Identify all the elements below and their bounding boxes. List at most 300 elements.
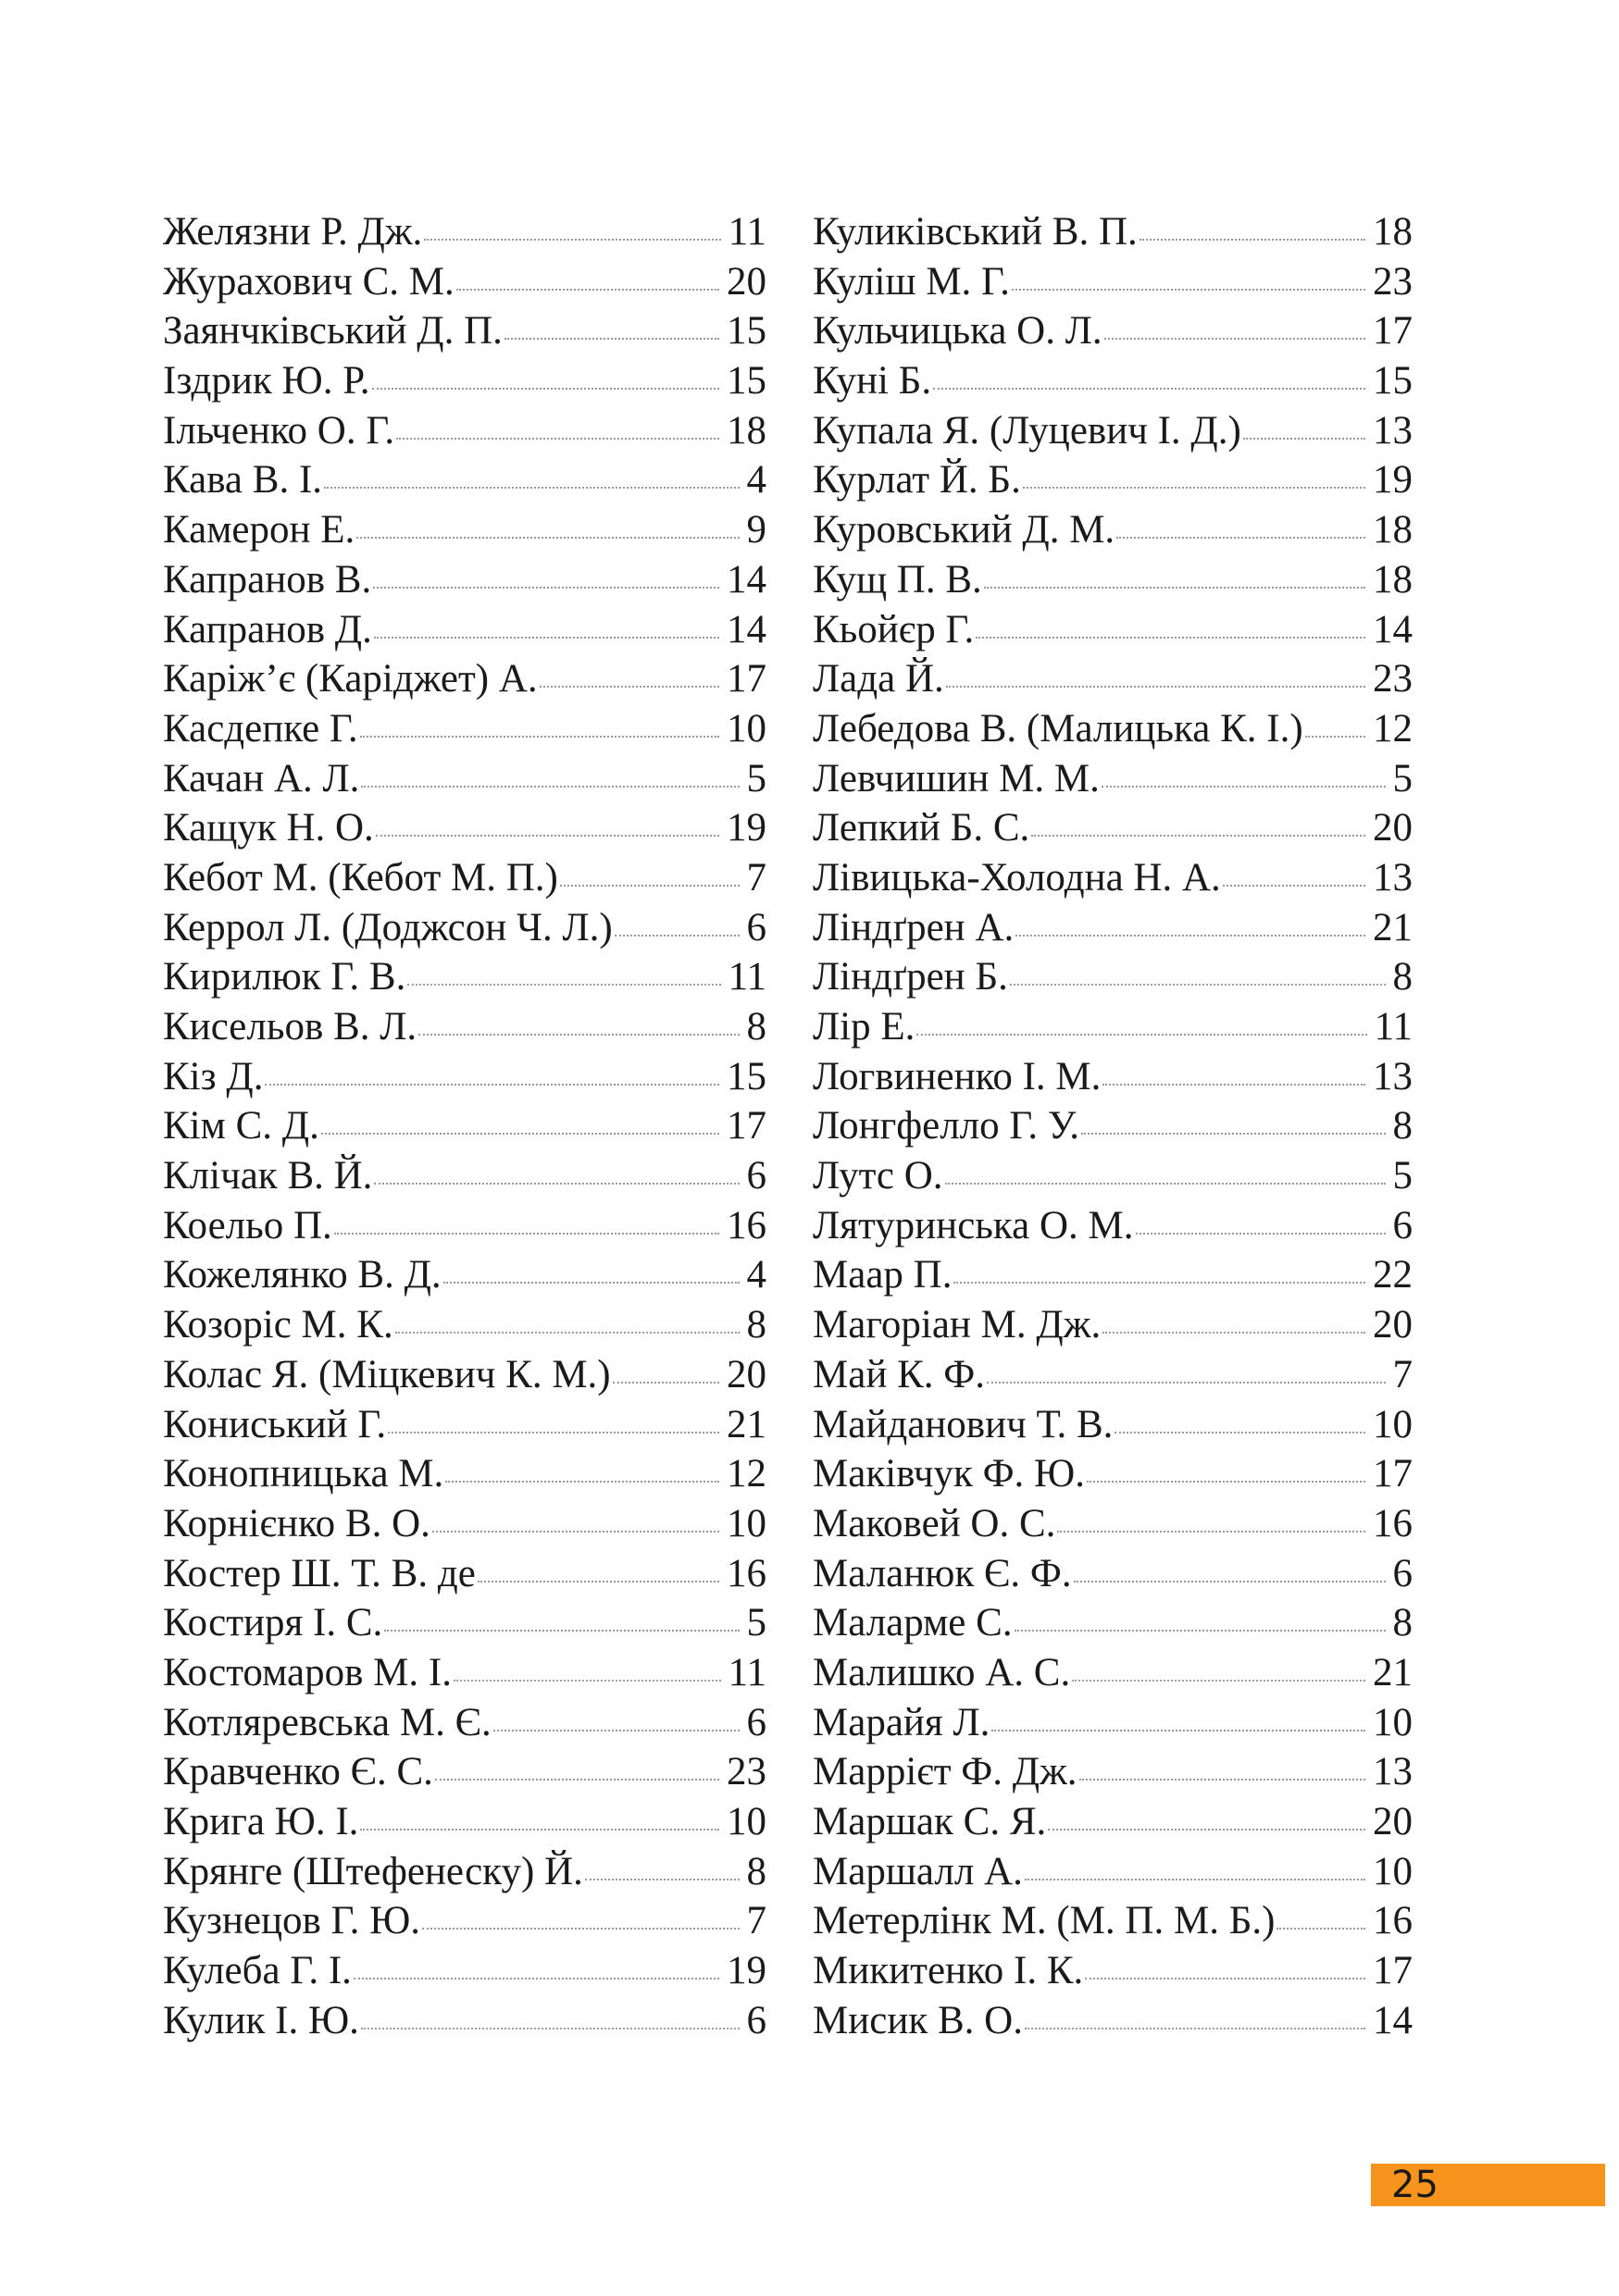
dot-leader [1085,1978,1365,1980]
entry-page-number: 6 [746,1154,766,1198]
entry-author-name: Кава В. І. [163,458,323,503]
entry-page-number: 10 [1373,1402,1413,1446]
entry-page-number: 16 [727,1551,766,1595]
entry-author-name: Каріж’є (Каріджет) А. [163,657,538,701]
entry-author-name: Марайя Л. [813,1700,990,1744]
index-entry [813,1847,1413,1897]
entry-author-name: Касдепке Г. [163,706,358,751]
entry-page-number: 5 [1392,1154,1413,1198]
entry-author-name: Кисельов В. Л. [163,1005,417,1049]
dot-leader [374,637,719,639]
entry-page-number: 14 [1373,1998,1413,2042]
entry-author-name: Конопницька М. [163,1452,444,1496]
entry-author-name: Ліндґрен Б. [813,955,1008,999]
entry-page-number: 14 [727,607,766,652]
entry-author-name: Керрол Л. (Доджсон Ч. Л.) [163,905,613,949]
entry-page-number: 14 [1373,607,1413,652]
entry-page-number: 8 [746,1303,766,1347]
entry-page-number: 19 [727,806,766,850]
index-entry [813,853,1413,903]
entry-author-name: Качан А. Л. [163,756,360,800]
entry-page-number: 8 [746,1849,766,1893]
index-entry [163,1250,766,1300]
entry-author-name: Маланюк Є. Ф. [813,1551,1072,1595]
dot-leader [418,1034,739,1036]
index-entry [163,207,766,257]
entry-author-name: Маррієт Ф. Дж. [813,1750,1077,1794]
entry-author-name: Желязни Р. Дж. [163,210,423,254]
dot-leader [1305,736,1365,738]
index-entry [163,1896,766,1946]
index-entry [163,1996,766,2046]
entry-page-number: 17 [1373,1949,1413,1993]
index-entry [163,1052,766,1102]
index-entry [163,306,766,356]
dot-leader [1074,1581,1386,1582]
dot-leader [324,487,739,489]
entry-author-name: Заянчківський Д. П. [163,309,503,354]
dot-leader [504,338,719,340]
entry-author-name: Капранов В. [163,557,372,602]
entry-page-number: 23 [1373,259,1413,304]
dot-leader [435,1779,719,1781]
entry-author-name: Лонгфелло Г. У. [813,1104,1080,1148]
index-entry [163,605,766,655]
dot-leader [443,1282,740,1284]
index-entry [163,1101,766,1151]
dot-leader [360,1829,719,1831]
entry-author-name: Лепкий Б. С. [813,806,1030,850]
dot-leader [422,1928,739,1930]
page-number-tab [1371,2164,1605,2206]
entry-author-name: Логвиненко І. М. [813,1054,1102,1098]
entry-page-number: 18 [727,408,766,453]
entry-author-name: Купала Я. (Луцевич І. Д.) [813,408,1241,453]
entry-page-number: 11 [728,210,766,254]
page-number: 25 [1391,2164,1438,2206]
entry-author-name: Лір Е. [813,1005,915,1049]
entry-author-name: Кирилюк Г. В. [163,955,406,999]
entry-page-number: 15 [1373,359,1413,403]
index-entry [813,1549,1413,1599]
entry-page-number: 14 [727,557,766,602]
index-entry [163,1549,766,1599]
entry-author-name: Маківчук Ф. Ю. [813,1452,1086,1496]
entry-page-number: 10 [1373,1700,1413,1744]
index-entry [163,1400,766,1450]
dot-leader [1115,1432,1365,1433]
dot-leader [478,1581,719,1582]
entry-page-number: 6 [746,1700,766,1744]
dot-leader [945,1183,1386,1185]
entry-page-number: 5 [746,756,766,800]
entry-author-name: Кожелянко В. Д. [163,1253,442,1297]
dot-leader [1087,1481,1365,1483]
entry-author-name: Кравченко Є. С. [163,1750,433,1794]
entry-page-number: 19 [1373,458,1413,503]
entry-page-number: 7 [746,855,766,900]
dot-leader [1031,835,1365,837]
entry-page-number: 16 [1373,1501,1413,1545]
dot-leader [1012,289,1365,291]
dot-leader [361,786,739,788]
entry-author-name: Май К. Ф. [813,1352,985,1396]
entry-author-name: Лутс О. [813,1154,943,1198]
entry-author-name: Козоріс М. К. [163,1303,393,1347]
dot-leader [424,239,720,241]
entry-page-number: 10 [727,706,766,751]
entry-author-name: Кіз Д. [163,1054,264,1098]
dot-leader [1015,1630,1386,1632]
index-entry [813,257,1413,307]
dot-leader [1223,885,1365,887]
dot-leader [395,1332,740,1334]
index-entry [163,1449,766,1499]
entry-page-number: 12 [727,1452,766,1496]
entry-page-number: 13 [1373,1750,1413,1794]
index-entry [813,1101,1413,1151]
entry-author-name: Микитенко І. К. [813,1949,1084,1993]
entry-page-number: 6 [1392,1203,1413,1247]
dot-leader [585,1879,740,1880]
entry-page-number: 20 [1373,1303,1413,1347]
dot-leader [976,637,1365,639]
entry-page-number: 23 [727,1750,766,1794]
index-entry [813,207,1413,257]
entry-author-name: Лятуринська О. М. [813,1203,1134,1247]
dot-leader [991,1730,1365,1731]
dot-leader [1048,1829,1365,1831]
dot-leader [1102,786,1386,788]
entry-page-number: 7 [746,1899,766,1943]
index-column-right [813,207,1413,2045]
index-entry [163,1151,766,1201]
index-entry [163,1201,766,1251]
entry-author-name: Куликівський В. П. [813,210,1138,254]
index-entry [813,952,1413,1002]
entry-author-name: Малишко А. С. [813,1650,1071,1694]
entry-page-number: 13 [1373,855,1413,900]
dot-leader [374,1183,739,1185]
index-entry [813,1449,1413,1499]
dot-leader [334,1233,719,1235]
entry-author-name: Крянге (Штефенеску) Й. [163,1849,583,1893]
dot-leader [432,1531,719,1533]
dot-leader [1057,1531,1365,1533]
index-entry [163,1648,766,1698]
entry-page-number: 4 [746,458,766,503]
dot-leader [1102,1332,1365,1334]
dot-leader [361,2028,740,2029]
entry-page-number: 5 [1392,756,1413,800]
index-entry [163,853,766,903]
index-entry [813,803,1413,853]
entry-page-number: 15 [727,1054,766,1098]
entry-page-number: 15 [727,309,766,354]
dot-leader [321,1133,719,1135]
dot-leader [987,1382,1386,1384]
entry-page-number: 7 [1392,1352,1413,1396]
entry-page-number: 6 [746,905,766,949]
entry-author-name: Кущ П. В. [813,557,982,602]
entry-page-number: 22 [1373,1253,1413,1297]
entry-page-number: 17 [727,1104,766,1148]
entry-author-name: Куні Б. [813,359,932,403]
entry-page-number: 20 [727,259,766,304]
index-entry [813,1201,1413,1251]
entry-author-name: Кониський Г. [163,1402,387,1446]
entry-author-name: Лівицька-Холодна Н. А. [813,855,1221,900]
index-entry [813,1002,1413,1052]
index-entry [163,1499,766,1549]
entry-page-number: 8 [1392,1104,1413,1148]
index-entry [163,1350,766,1400]
index-entry [813,1698,1413,1748]
index-entry [813,1797,1413,1847]
dot-leader [354,1978,719,1980]
dot-leader [615,935,740,937]
entry-page-number: 10 [727,1501,766,1545]
entry-author-name: Мисик В. О. [813,1998,1023,2042]
entry-author-name: Кузнецов Г. Ю. [163,1899,421,1943]
entry-page-number: 9 [746,508,766,552]
index-entry [163,704,766,754]
entry-page-number: 17 [1373,309,1413,354]
index-entry [163,1847,766,1897]
entry-author-name: Капранов Д. [163,607,372,652]
entry-author-name: Журахович С. М. [163,259,455,304]
entry-page-number: 10 [727,1800,766,1843]
index-column-left [163,207,766,2045]
dot-leader [1081,1133,1385,1135]
entry-author-name: Майданович Т. В. [813,1402,1114,1446]
dot-leader [1104,338,1365,340]
entry-author-name: Курлат Й. Б. [813,458,1021,503]
entry-author-name: Клічак В. Й. [163,1154,373,1198]
entry-page-number: 13 [1373,1054,1413,1098]
entry-author-name: Костер Ш. Т. В. де [163,1551,476,1595]
dot-leader [1136,1233,1386,1235]
entry-author-name: Лада Й. [813,657,944,701]
entry-page-number: 20 [1373,806,1413,850]
dot-leader [1243,438,1365,440]
dot-leader [1023,487,1365,489]
dot-leader [560,885,740,887]
dot-leader [373,587,719,589]
entry-page-number: 10 [1373,1849,1413,1893]
entry-author-name: Іздрик Ю. Р. [163,359,370,403]
index-entry [813,1648,1413,1698]
dot-leader [1140,239,1365,241]
entry-author-name: Куліш М. Г. [813,259,1010,304]
entry-author-name: Маларме С. [813,1601,1013,1645]
entry-page-number: 21 [1373,905,1413,949]
index-entry [813,356,1413,406]
entry-author-name: Маар П. [813,1253,953,1297]
entry-author-name: Кебот М. (Кебот М. П.) [163,855,558,900]
entry-page-number: 23 [1373,657,1413,701]
index-entry [163,1002,766,1052]
dot-leader [916,1034,1366,1036]
index-entry [163,356,766,406]
dot-leader [372,388,719,390]
index-entry [813,1250,1413,1300]
index-entry [163,1598,766,1648]
entry-page-number: 16 [1373,1899,1413,1943]
index-entry [813,903,1413,953]
entry-author-name: Корнієнко В. О. [163,1501,430,1545]
entry-author-name: Камерон Е. [163,508,355,552]
entry-author-name: Куровський Д. М. [813,508,1115,552]
entry-author-name: Левчишин М. М. [813,756,1100,800]
index-entry [813,1499,1413,1549]
dot-leader [454,1680,721,1682]
index-entry [813,505,1413,555]
entry-page-number: 6 [746,1998,766,2042]
index-entry [163,505,766,555]
entry-page-number: 6 [1392,1551,1413,1595]
index-entry [813,1946,1413,1996]
dot-leader [1015,935,1365,937]
index-entry [163,257,766,307]
index-entry [163,455,766,505]
index-entry [813,306,1413,356]
index-entry [163,754,766,804]
index-entry [813,704,1413,754]
entry-author-name: Котляревська М. Є. [163,1700,492,1744]
entry-author-name: Крига Ю. І. [163,1800,359,1843]
entry-author-name: Коельо П. [163,1203,332,1247]
entry-page-number: 18 [1373,210,1413,254]
index-entry [813,1400,1413,1450]
dot-leader [953,1282,1365,1284]
index-entry [813,654,1413,704]
index-entry [163,803,766,853]
index-entry [163,555,766,605]
index-entry [163,1698,766,1748]
entry-author-name: Кулеба Г. І. [163,1949,352,1993]
dot-leader [933,388,1365,390]
entry-page-number: 17 [1373,1452,1413,1496]
dot-leader [396,438,719,440]
index-entry [813,455,1413,505]
entry-page-number: 16 [727,1203,766,1247]
entry-author-name: Метерлінк М. (М. П. М. Б.) [813,1899,1276,1943]
index-entry [163,952,766,1002]
entry-author-name: Ліндґрен А. [813,905,1015,949]
entry-page-number: 4 [746,1253,766,1297]
index-entry [163,654,766,704]
entry-page-number: 12 [1373,706,1413,751]
index-entry [163,1946,766,1996]
dot-leader [1025,2028,1365,2029]
dot-leader [360,736,719,738]
index-entry [163,1797,766,1847]
dot-leader [1025,1879,1365,1880]
dot-leader [1072,1680,1365,1682]
index-entry [813,754,1413,804]
dot-leader [1102,1084,1365,1086]
dot-leader [456,289,719,291]
index-entry [163,903,766,953]
entry-page-number: 20 [1373,1800,1413,1843]
index-entry [813,406,1413,456]
entry-author-name: Лебедова В. (Малицька К. І.) [813,706,1303,751]
index-entry [813,1598,1413,1648]
dot-leader [613,1382,719,1384]
index-entry [813,1896,1413,1946]
entry-page-number: 13 [1373,408,1413,453]
dot-leader [946,686,1365,688]
entry-page-number: 18 [1373,557,1413,602]
dot-leader [265,1084,719,1086]
index-entry [813,605,1413,655]
index-entry [163,1300,766,1350]
entry-author-name: Кульчицька О. Л. [813,309,1102,354]
entry-author-name: Кім С. Д. [163,1104,319,1148]
entry-page-number: 8 [1392,1601,1413,1645]
index-entry [163,406,766,456]
entry-page-number: 19 [727,1949,766,1993]
index-entry [813,1300,1413,1350]
entry-author-name: Костомаров М. І. [163,1650,452,1694]
dot-leader [384,1630,739,1632]
entry-page-number: 8 [1392,955,1413,999]
entry-author-name: Кащук Н. О. [163,806,374,850]
dot-leader [1116,537,1365,539]
dot-leader [376,835,719,837]
entry-author-name: Маршалл А. [813,1849,1023,1893]
dot-leader [445,1481,719,1483]
entry-page-number: 21 [727,1402,766,1446]
dot-leader [388,1432,719,1433]
entry-page-number: 11 [728,955,766,999]
entry-author-name: Колас Я. (Міцкевич К. М.) [163,1352,611,1396]
entry-author-name: Маршак С. Я. [813,1800,1047,1843]
entry-page-number: 21 [1373,1650,1413,1694]
dot-leader [356,537,739,539]
dot-leader [1079,1779,1365,1781]
entry-author-name: Кулик І. Ю. [163,1998,359,2042]
index-entry [813,1996,1413,2046]
dot-leader [1277,1928,1365,1930]
dot-leader [407,984,720,986]
entry-page-number: 20 [727,1352,766,1396]
entry-page-number: 18 [1373,508,1413,552]
entry-page-number: 5 [746,1601,766,1645]
entry-author-name: Костиря І. С. [163,1601,383,1645]
dot-leader [493,1730,740,1731]
entry-page-number: 11 [1374,1005,1413,1049]
entry-author-name: Магоріан М. Дж. [813,1303,1102,1347]
entry-page-number: 8 [746,1005,766,1049]
dot-leader [984,587,1365,589]
index-entry [813,1052,1413,1102]
dot-leader [540,686,719,688]
entry-author-name: Кьойєр Г. [813,607,975,652]
entry-page-number: 11 [728,1650,766,1694]
entry-author-name: Маковей О. С. [813,1501,1056,1545]
index-entry [163,1747,766,1797]
index-entry [813,1747,1413,1797]
index-entry [813,1151,1413,1201]
dot-leader [1010,984,1386,986]
entry-page-number: 17 [727,657,766,701]
entry-page-number: 15 [727,359,766,403]
index-entry [813,555,1413,605]
entry-author-name: Ільченко О. Г. [163,408,395,453]
index-entry [813,1350,1413,1400]
